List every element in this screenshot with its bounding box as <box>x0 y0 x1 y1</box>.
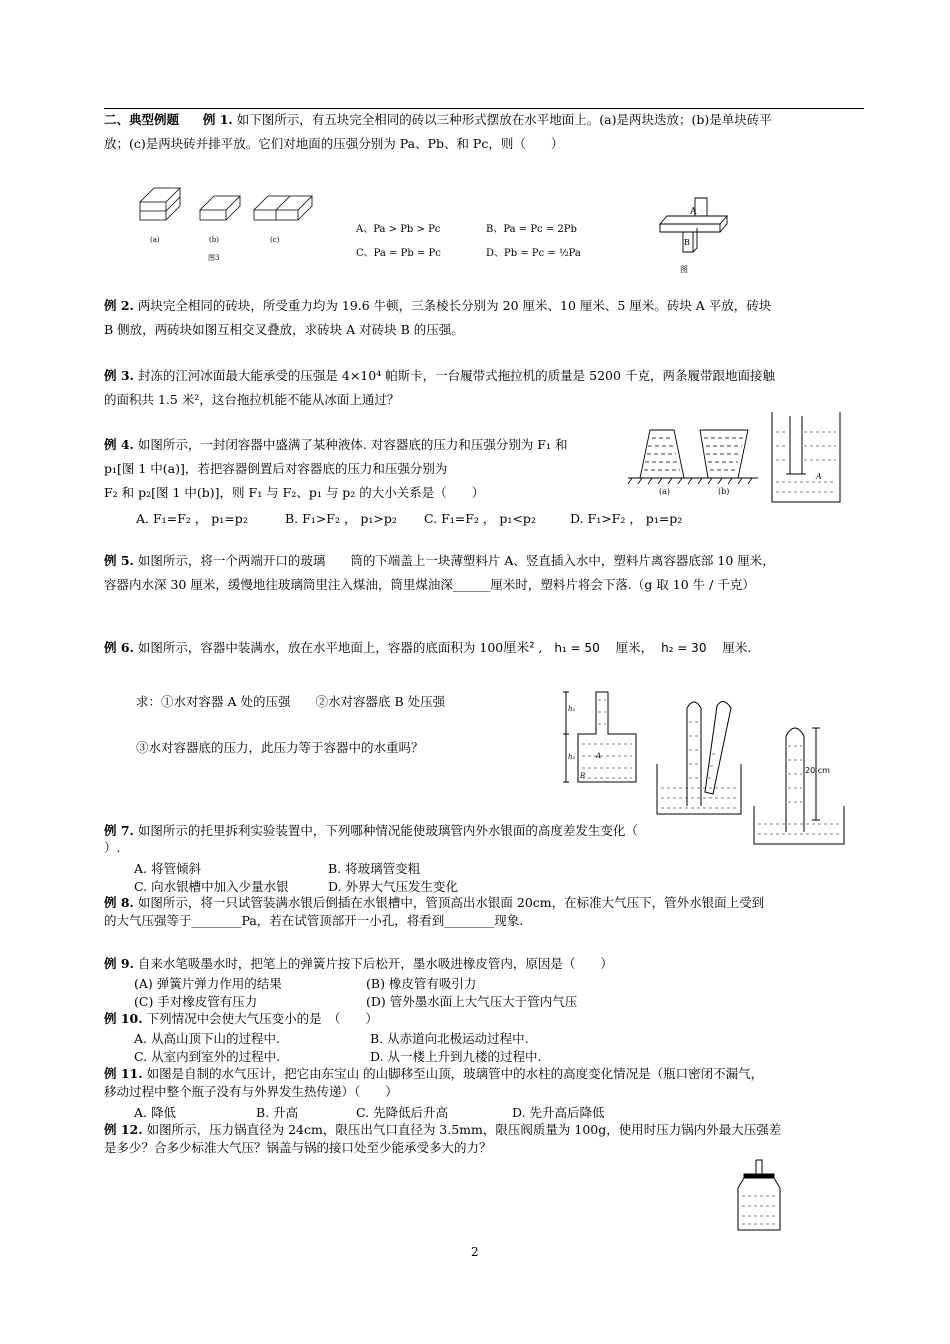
section-title: 二、典型例题 <box>104 112 180 127</box>
fig2-label-b: B <box>684 238 690 247</box>
ex12-line1 <box>104 1122 864 1138</box>
ex5-label: 例 5. <box>104 553 134 568</box>
ex6-h1: h₁ = 50 <box>554 641 600 655</box>
ex1-text1: 如下图所示，有五块完全相同的砖以三种形式摆放在水平地面上。(a)是两块迭放；(b)是单块砖平 <box>236 112 772 127</box>
ex10-option-d: D. 从一楼上升到九楼的过程中. <box>370 1049 542 1064</box>
ex4-option-a: A. F₁=F₂ ， p₁=p₂ <box>136 511 248 526</box>
ex9-option-a: (A) 弹簧片弹力作用的结果 <box>134 976 282 991</box>
ex6-ask3: ③水对容器底的压力，此压力等于容器中的水重吗？ <box>136 740 424 755</box>
ex9-option-b: (B) 橡皮管有吸引力 <box>366 976 477 991</box>
ex7-option-b: B. 将玻璃管变粗 <box>328 861 421 876</box>
page-number: 2 <box>471 1245 479 1259</box>
ex6-unit-h2: 厘米. <box>722 640 752 655</box>
ex3-text1: 封冻的江河冰面最大能承受的压强是 4×10⁴ 帕斯卡，一台履带式拖拉机的质量是 5200 千克，两条履带跟地面接触 <box>137 368 775 383</box>
ex12-text1: 如图所示，压力锅直径为 24cm，限压出气口直径为 3.5mm，限压阀质量为 100g，使用时压力锅内外最大压强差 <box>146 1122 782 1137</box>
ex7-text1: 如图所示的托里拆利实验装置中，下列哪种情况能使玻璃管内外水银面的高度差发生变化（ <box>137 823 638 838</box>
ex3-line2: 的面积共 1.5 米²，这台拖拉机能不能从冰面上通过？ <box>104 392 400 407</box>
ex9-option-c: (C) 手对橡皮管有压力 <box>134 994 258 1009</box>
ex11-text1: 如图是自制的水气压计，把它由东宝山 的山脚移至山顶，玻璃管中的水柱的高度变化情况是（瓶口密闭不漏气， <box>146 1066 764 1081</box>
ex10-option-b: B. 从赤道向北极运动过程中. <box>370 1031 529 1046</box>
ex11-option-a: A. 降低 <box>134 1105 176 1120</box>
ex4-line2: p₁[图 1 中(a)]，若把容器倒置后对容器底的压力和压强分别为 <box>104 461 448 476</box>
ex4-label: 例 4. <box>104 437 134 452</box>
ex5-tube-figure <box>770 412 842 504</box>
ex1-option-c: C、Pa = Pb = Pc <box>356 248 441 259</box>
ex2-label: 例 2. <box>104 298 134 313</box>
ex11-bottle-figure <box>736 1160 782 1232</box>
ex1-line1 <box>104 112 864 128</box>
ex3-label: 例 3. <box>104 368 134 383</box>
ex6-fig-a: A <box>596 752 602 760</box>
ex6-unit-h1: 厘米， <box>615 640 654 655</box>
ex6-text1: 如图所示，容器中装满水，放在水平地面上，容器的底面积为 100 <box>137 640 504 655</box>
ex4-option-b: B. F₁>F₂ ， p₁>p₂ <box>285 511 397 526</box>
ex11-line2: 移动过程中整个瓶子没有与外界发生热传递）（ ） <box>104 1084 398 1099</box>
ex2-line1 <box>104 298 864 314</box>
ex8-line1 <box>104 895 864 911</box>
ex6-label: 例 6. <box>104 640 134 655</box>
ex6-fig-h1: h₁ <box>568 705 576 713</box>
ex8-tube-figure <box>752 716 848 848</box>
ex7-line2: ）. <box>104 840 121 855</box>
ex7-torricelli-figure <box>655 694 745 818</box>
fig-label-a: (a) <box>150 236 160 244</box>
ex12-line2: 是多少？合多少标准大气压？锅盖与锅的接口处至少能承受多大的力？ <box>104 1140 492 1155</box>
fig-caption-3: 图3 <box>208 254 220 262</box>
ex5-line1 <box>104 553 864 569</box>
ex6-ask1: 求：①水对容器 A 处的压强 ②水对容器底 B 处压强 <box>136 694 446 709</box>
ex6-line1: 例 6. 如图所示，容器中装满水，放在水平地面上，容器的底面积为 100厘米² , h₁ = 50 厘米， h₂ = 30 厘米. <box>104 640 752 656</box>
ex11-line1 <box>104 1066 864 1082</box>
ex2-line2: B 侧放，两砖块如图互相交叉叠放，求砖块 A 对砖块 B 的压强。 <box>104 322 464 337</box>
ex8-fig-label: 20 cm <box>805 766 830 775</box>
ex1-option-a: A、Pa > Pb > Pc <box>356 224 441 235</box>
ex5-text1: 如图所示，将一个两端开口的玻璃 筒的下端盖上一块薄塑料片 A、竖直插入水中，塑料片离容器底部 10 厘米， <box>137 553 775 568</box>
ex1-line2: 放；(c)是两块砖并排平放。它们对地面的压强分别为 Pa、Pb、和 Pc，则（ ） <box>104 136 564 151</box>
ex1-label: 例 1. <box>202 112 233 127</box>
ex9-label: 例 9. <box>104 956 134 971</box>
ex12-label: 例 12. <box>104 1122 143 1137</box>
ex6-fig-h2: h₂ <box>568 753 576 761</box>
ex4-option-c: C. F₁=F₂ ， p₁<p₂ <box>424 511 536 526</box>
ex4-fig-label-b: (b) <box>718 487 730 496</box>
ex8-line2: 的大气压强等于________Pa，若在试管顶部开一小孔，将看到________现象. <box>104 913 524 928</box>
ex9-option-d: (D) 管外墨水面上大气压大于管内气压 <box>366 994 578 1009</box>
ex6-unit-area: 厘米² <box>503 641 535 656</box>
ex11-option-c: C. 先降低后升高 <box>356 1105 449 1120</box>
ex5-line2: 容器内水深 30 厘米，缓慢地往玻璃筒里注入煤油，筒里煤油深______厘米时，塑料片将会下落.（g 取 10 牛 / 千克） <box>104 577 755 592</box>
top-rule <box>104 108 864 109</box>
ex7-label: 例 7. <box>104 823 134 838</box>
fig-label-c: (c) <box>270 236 280 244</box>
ex10-text1: 下列情况中会使大气压变小的是 （ ） <box>146 1011 378 1026</box>
ex4-fig-label-a: (a) <box>659 487 671 496</box>
ex6-h2: h₂ = 30 <box>661 641 707 655</box>
fig2-label-a: A <box>690 207 697 217</box>
ex11-label: 例 11. <box>104 1066 143 1081</box>
ex8-text1: 如图所示，将一只试管装满水银后倒插在水银槽中，管顶高出水银面 20cm，在标准大气压下，管外水银面上受到 <box>137 895 765 910</box>
ex10-option-a: A. 从高山顶下山的过程中. <box>134 1031 280 1046</box>
fig2-caption: 图 <box>680 265 688 274</box>
ex10-line1 <box>104 1011 864 1027</box>
ex9-line1 <box>104 956 864 972</box>
ex7-option-d: D. 外界大气压发生变化 <box>328 879 459 894</box>
ex10-option-c: C. 从室内到室外的过程中. <box>134 1049 281 1064</box>
ex4-containers-figure <box>628 426 763 498</box>
ex2-text1: 两块完全相同的砖块，所受重力均为 19.6 牛顿，三条棱长分别为 20 厘米、10 厘米、5 厘米。砖块 A 平放，砖块 <box>137 298 772 313</box>
ex10-label: 例 10. <box>104 1011 143 1026</box>
ex11-option-b: B. 升高 <box>256 1105 299 1120</box>
ex1-option-d: D、Pb = Pc = ½Pa <box>486 248 581 259</box>
bricks-figure <box>136 182 316 262</box>
ex1-option-b: B、Pa = Pc = 2Pb <box>486 224 577 235</box>
crossed-bricks-figure <box>655 194 735 274</box>
ex8-label: 例 8. <box>104 895 134 910</box>
ex7-line1 <box>104 823 724 839</box>
ex3-line1 <box>104 368 864 384</box>
ex11-option-d: D. 先升高后降低 <box>512 1105 605 1120</box>
ex9-text1: 自来水笔吸墨水时，把笔上的弹簧片按下后松开，墨水吸进橡皮管内，原因是（ ） <box>137 956 613 971</box>
ex4-text1: 如图所示，一封闭容器中盛满了某种液体. 对容器底的压力和压强分别为 F₁ 和 <box>137 437 568 452</box>
ex4-option-d: D. F₁>F₂ ， p₁=p₂ <box>570 511 683 526</box>
fig-label-b: (b) <box>209 236 219 244</box>
ex5-fig-label-a: A <box>816 472 822 481</box>
ex4-line3: F₂ 和 p₂[图 1 中(b)]，则 F₁ 与 F₂、p₁ 与 p₂ 的大小关系是（ ） <box>104 485 485 500</box>
ex6-fig-b: B <box>580 772 586 780</box>
ex7-option-a: A. 将管倾斜 <box>134 861 201 876</box>
ex7-option-c: C. 向水银槽中加入少量水银 <box>134 879 289 894</box>
